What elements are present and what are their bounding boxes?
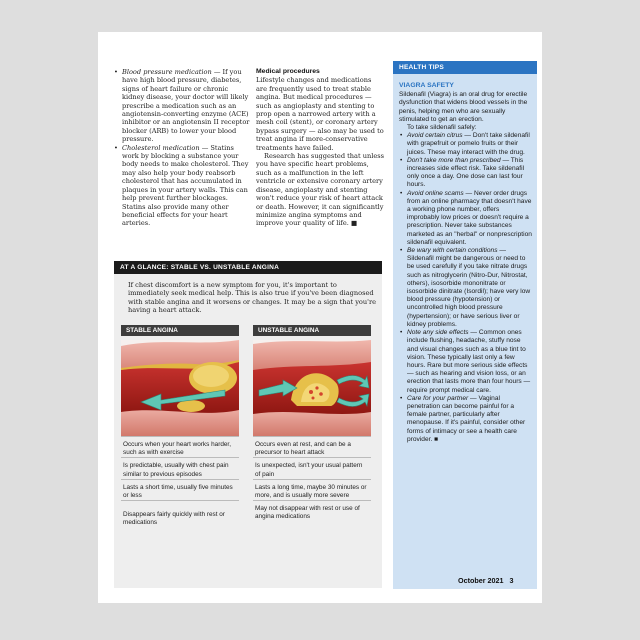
stable-angina-artery-illustration (121, 340, 239, 436)
tip-item (399, 132, 533, 157)
stable-row-3: Lasts a short time, usually five minutes or less (121, 479, 239, 500)
tip-text: — Don't take sildenafil with grapefruit or pomelo fruits or their juices. These may interact with the drug. (407, 132, 530, 156)
unstable-row-1: Occurs even at rest, and can be a precursor to heart attack (253, 436, 371, 457)
unstable-row-3: Lasts a long time, maybe 30 minutes or more, and is usually more severe (253, 479, 371, 500)
unstable-row-4: May not disappear with rest or use of angina medications (253, 500, 371, 521)
health-tips-sidebar (393, 61, 537, 589)
column-2 (256, 68, 384, 228)
tip-item (399, 190, 533, 247)
tip-label: Care for your partner (407, 394, 469, 402)
unstable-angina-artery-illustration (253, 340, 371, 436)
unstable-angina-column (253, 325, 371, 522)
unstable-row-2: Is unexpected, isn't your usual pattern of pain (253, 457, 371, 478)
issue-date: October 2021 (458, 576, 504, 585)
bullet-label: Blood pressure medication (122, 68, 212, 76)
tip-label: Note any side effects (407, 329, 469, 337)
tip-label: Be wary with certain conditions (407, 247, 498, 255)
tip-item (399, 395, 533, 444)
health-tips-bar: HEALTH TIPS (393, 61, 537, 74)
stable-angina-heading: STABLE ANGINA (121, 325, 239, 336)
tips-intro: Sildenafil (Viagra) is an oral drug for erectile dysfunction that widens blood vessels in the penis, helping men who are sexually stimulated to get an erection. (399, 91, 528, 123)
column-1 (114, 68, 250, 228)
at-a-glance-intro: If chest discomfort is a new symptom for you, it's important to immediately seek medical help. This is also true if you've been diagnosed with stable angina and it worsens or changes. It may be a sign that you're having a heart attack. (128, 281, 377, 315)
newsletter-page (98, 32, 542, 603)
bullet-label: Cholesterol medication (122, 143, 200, 152)
bullet-blood-pressure (114, 68, 250, 144)
health-tips-body (399, 82, 533, 444)
tip-text: — Sildenafil might be dangerous or need to be used carefully if you take nitrate drugs such as nitroglycerin (Nitro-Dur, Nitrostat, others), isosorbide mononitrate or isosorbide dinitrate (Isordil); have very low blood pressure (hypotension) or uncontrolled high blood pressure (hypertension); or have serious liver or kidney problems. (407, 247, 531, 328)
viagra-safety-title: VIAGRA SAFETY (399, 82, 454, 89)
procedures-paragraph-2: Research has suggested that unless you have specific heart problems, such as a malfunction in the left ventricle or extensive coronary artery disease, angioplasty and stenting won't reduce your risk of heart attack or death. However, it can significantly minimize angina symptoms and improve your quality of life. ■ (256, 152, 385, 228)
tip-item (399, 329, 533, 395)
tip-text: — Common ones include flushing, headache, stuffy nose and visual changes such as a blue tint to vision. These typically last only a few hours. Rare but more serious side effects — such as hearing and vision loss, or an erection that lasts more than four hours — require prompt medical care. (407, 329, 531, 394)
bullet-cholesterol (114, 144, 250, 228)
tip-item (399, 247, 533, 329)
page-number: 3 (509, 576, 514, 585)
tip-item (399, 157, 533, 190)
stable-row-1: Occurs when your heart works harder, such as with exercise (121, 436, 239, 457)
tips-lead: To take sildenafil safely: (407, 124, 477, 132)
tip-text: — Never order drugs from an online pharmacy that doesn't have a working phone number, offers improbably low prices or doesn't require a prescription. Never take substances marketed as an "herbal" or nonprescription sildenafil equivalent. (407, 189, 532, 246)
stable-row-2: Is predictable, usually with chest pain similar to previous episodes (121, 457, 239, 478)
bullet-text: — Statins work by blocking a substance your body needs to make cholesterol. They may also help your body reabsorb cholesterol that has accumulated in plaques in your artery walls. This can help prevent further blockages. Statins also provide many other beneficial effects for your heart arteries. (122, 143, 249, 228)
stable-angina-column (121, 325, 239, 528)
unstable-angina-heading: UNSTABLE ANGINA (253, 325, 371, 336)
tip-text: — Vaginal penetration can become painful for a female partner, particularly after menopause. If it's painful, consider other forms of intimacy or see a health care provider. ■ (407, 394, 526, 443)
tip-text: — This increases side effect risk. Take sildenafil only once a day. One dose can last four hours. (407, 156, 525, 189)
tip-label: Don't take more than prescribed (407, 156, 501, 164)
stable-row-4: Disappears fairly quickly with rest or medications (121, 500, 239, 527)
tip-label: Avoid certain citrus (407, 132, 463, 140)
at-a-glance-box (114, 261, 382, 588)
tip-label: Avoid online scams (407, 189, 464, 197)
procedures-paragraph-1: Lifestyle changes and medications are frequently used to treat stable angina. But medical procedures — such as angioplasty and stenting to prop open a narrowed artery with a mesh coil (stent), or coronary artery bypass surgery — also may be used to treat angina if more-conservative treatments have failed. (256, 76, 384, 152)
medical-procedures-heading: Medical procedures (256, 68, 320, 75)
bullet-text: — If you have high blood pressure, diabetes, signs of heart failure or chronic kidney disease, your doctor will likely prescribe a medication such as an angiotensin-converting enzyme (ACE) inhibitor or an angiotensin II receptor blocker (ARB) to lower your blood pressure. (122, 68, 250, 144)
at-a-glance-title: AT A GLANCE: STABLE VS. UNSTABLE ANGINA (114, 261, 382, 274)
page-footer (458, 576, 514, 585)
